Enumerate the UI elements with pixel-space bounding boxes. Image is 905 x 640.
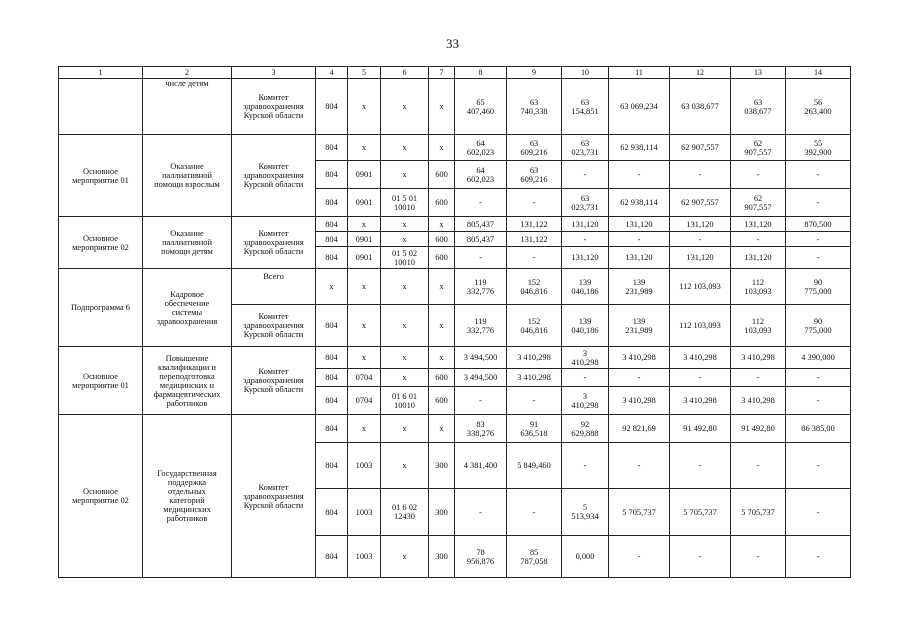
data-cell: х [429, 135, 455, 161]
data-cell: 3 410,298 [670, 387, 731, 415]
data-cell: 804 [316, 369, 348, 387]
data-cell: 3 410,298 [731, 347, 786, 369]
data-cell: х [381, 369, 429, 387]
data-cell: 62 907,557 [731, 189, 786, 217]
data-cell: 3 494,500 [455, 347, 507, 369]
data-cell: 600 [429, 369, 455, 387]
data-cell: 4 390,000 [786, 347, 851, 369]
header-cell: 7 [429, 67, 455, 79]
data-cell: 0901 [348, 247, 381, 269]
data-cell: 3 410,298 [609, 387, 670, 415]
data-cell: 91 492,80 [731, 415, 786, 443]
data-cell: 131,122 [507, 232, 562, 247]
data-cell: - [562, 443, 609, 489]
data-cell: 131,120 [562, 217, 609, 232]
data-cell: 804 [316, 443, 348, 489]
data-cell: - [670, 443, 731, 489]
data-cell: 1003 [348, 443, 381, 489]
header-cell: 8 [455, 67, 507, 79]
data-cell: - [670, 536, 731, 578]
data-cell: 63 038,677 [670, 79, 731, 135]
data-cell: х [429, 305, 455, 347]
table-row [59, 217, 851, 232]
name-cell: Оказание паллиативной помощи детям [143, 217, 232, 269]
table-row [59, 415, 851, 443]
executor-cell: Комитет здравоохранения Курской области [232, 415, 316, 578]
data-cell: 4 381,400 [455, 443, 507, 489]
data-cell: 119 332,776 [455, 305, 507, 347]
data-cell: х [316, 269, 348, 305]
name-cell: Повышение квалификации и переподготовка медицинских и фармацевтических работников [143, 347, 232, 415]
data-cell: - [786, 536, 851, 578]
program-cell: Основное мероприятие 02 [59, 217, 143, 269]
data-cell: - [731, 443, 786, 489]
data-cell: х [348, 269, 381, 305]
data-cell: - [507, 247, 562, 269]
data-cell: - [670, 232, 731, 247]
data-cell: 112 103,093 [670, 269, 731, 305]
data-cell: 92 821,69 [609, 415, 670, 443]
program-cell: Основное мероприятие 02 [59, 415, 143, 578]
data-cell: 86 385,00 [786, 415, 851, 443]
data-cell: - [609, 536, 670, 578]
data-cell: 131,122 [507, 217, 562, 232]
data-cell: 804 [316, 489, 348, 536]
data-cell: х [381, 443, 429, 489]
data-cell: 112 103,093 [731, 305, 786, 347]
data-cell: 0901 [348, 189, 381, 217]
data-cell: - [670, 161, 731, 189]
data-cell: х [381, 79, 429, 135]
data-cell: 85 787,058 [507, 536, 562, 578]
data-cell: 804 [316, 387, 348, 415]
data-cell: - [786, 161, 851, 189]
data-cell: х [381, 135, 429, 161]
header-cell: 13 [731, 67, 786, 79]
header-cell: 4 [316, 67, 348, 79]
data-cell: 64 602,023 [455, 161, 507, 189]
data-cell: 62 938,114 [609, 189, 670, 217]
data-cell: 63 609,216 [507, 161, 562, 189]
data-cell: 5 705,737 [609, 489, 670, 536]
header-cell: 10 [562, 67, 609, 79]
data-cell: х [348, 347, 381, 369]
header-cell: 3 [232, 67, 316, 79]
data-cell: 63 023,731 [562, 135, 609, 161]
data-cell: - [609, 369, 670, 387]
data-cell: х [381, 269, 429, 305]
data-cell: 300 [429, 536, 455, 578]
data-cell: - [507, 387, 562, 415]
data-cell: 600 [429, 387, 455, 415]
data-cell: 3 410,298 [670, 347, 731, 369]
data-cell: 55 392,900 [786, 135, 851, 161]
name-cell: Кадровое обеспечение системы здравоохранения [143, 269, 232, 347]
data-cell: 119 332,776 [455, 269, 507, 305]
data-cell: 3 410,298 [507, 369, 562, 387]
header-cell: 9 [507, 67, 562, 79]
data-cell: 5 513,934 [562, 489, 609, 536]
data-cell: х [381, 305, 429, 347]
header-cell: 11 [609, 67, 670, 79]
data-cell: 804 [316, 305, 348, 347]
data-cell: 600 [429, 247, 455, 269]
data-cell: 90 775,000 [786, 305, 851, 347]
data-cell: 62 907,557 [670, 189, 731, 217]
data-cell: 0,000 [562, 536, 609, 578]
data-cell: 78 956,876 [455, 536, 507, 578]
data-cell: 0901 [348, 232, 381, 247]
data-cell: 63 038,677 [731, 79, 786, 135]
data-cell: 804 [316, 79, 348, 135]
data-cell: - [786, 369, 851, 387]
data-cell: - [731, 369, 786, 387]
header-cell: 5 [348, 67, 381, 79]
data-cell: х [348, 135, 381, 161]
data-cell: 139 040,186 [562, 269, 609, 305]
header-cell: 1 [59, 67, 143, 79]
executor-cell: Комитет здравоохранения Курской области [232, 79, 316, 135]
data-cell: 131,120 [609, 247, 670, 269]
data-cell: 3 410,298 [562, 347, 609, 369]
data-cell: 62 907,557 [670, 135, 731, 161]
data-cell: х [381, 232, 429, 247]
table-row [59, 347, 851, 369]
data-cell: 62 907,557 [731, 135, 786, 161]
table-row [59, 269, 851, 305]
data-cell: - [786, 489, 851, 536]
data-cell: 3 494,500 [455, 369, 507, 387]
data-cell: х [429, 79, 455, 135]
header-cell: 14 [786, 67, 851, 79]
executor-cell: Всего [232, 269, 316, 305]
data-cell: - [786, 387, 851, 415]
data-cell: 600 [429, 161, 455, 189]
data-cell: - [786, 232, 851, 247]
executor-cell: Комитет здравоохранения Курской области [232, 135, 316, 217]
data-cell: х [429, 415, 455, 443]
data-cell: 01 5 02 10010 [381, 247, 429, 269]
data-cell: - [609, 443, 670, 489]
executor-cell: Комитет здравоохранения Курской области [232, 217, 316, 269]
data-cell: 63 609,216 [507, 135, 562, 161]
data-cell: - [562, 161, 609, 189]
data-cell: х [348, 305, 381, 347]
data-cell: 112 103,093 [670, 305, 731, 347]
data-cell: 804 [316, 135, 348, 161]
data-cell: 804 [316, 217, 348, 232]
data-cell: - [786, 189, 851, 217]
data-cell: 3 410,298 [609, 347, 670, 369]
data-cell: - [670, 369, 731, 387]
data-cell: - [455, 189, 507, 217]
data-cell: 63 154,851 [562, 79, 609, 135]
data-cell: 92 629,888 [562, 415, 609, 443]
data-cell: 63 740,338 [507, 79, 562, 135]
name-cell: Оказание паллиативной помощи взрослым [143, 135, 232, 217]
data-cell: 804 [316, 161, 348, 189]
data-cell: х [381, 347, 429, 369]
data-cell: 1003 [348, 489, 381, 536]
data-cell: 131,120 [731, 217, 786, 232]
data-cell: 3 410,298 [731, 387, 786, 415]
data-cell: - [731, 161, 786, 189]
header-row [59, 67, 851, 79]
page-number: 33 [446, 36, 459, 51]
program-cell [59, 79, 143, 135]
data-cell: - [731, 232, 786, 247]
data-cell: х [429, 269, 455, 305]
data-cell: - [786, 443, 851, 489]
data-cell: 805,437 [455, 232, 507, 247]
data-cell: 804 [316, 247, 348, 269]
data-cell: 139 040,186 [562, 305, 609, 347]
data-cell: 56 263,400 [786, 79, 851, 135]
data-cell: х [429, 217, 455, 232]
data-cell: 3 410,298 [562, 387, 609, 415]
data-cell: - [507, 189, 562, 217]
program-cell: Основное мероприятие 01 [59, 347, 143, 415]
data-cell: 152 046,816 [507, 269, 562, 305]
data-cell: 139 231,989 [609, 269, 670, 305]
data-cell: х [348, 217, 381, 232]
data-cell: - [455, 489, 507, 536]
data-cell: х [381, 536, 429, 578]
data-cell: 5 705,737 [670, 489, 731, 536]
data-cell: 600 [429, 232, 455, 247]
data-cell: - [562, 232, 609, 247]
data-cell: 83 338,276 [455, 415, 507, 443]
name-cell: числе детям [143, 79, 232, 135]
data-cell: 152 046,816 [507, 305, 562, 347]
data-cell: 131,120 [731, 247, 786, 269]
data-cell: 805,437 [455, 217, 507, 232]
data-cell: 5 849,460 [507, 443, 562, 489]
data-cell: х [381, 217, 429, 232]
data-cell: 63 069,234 [609, 79, 670, 135]
data-cell: 64 602,023 [455, 135, 507, 161]
data-cell: 131,120 [609, 217, 670, 232]
data-cell: 131,120 [670, 217, 731, 232]
data-cell: 91 636,518 [507, 415, 562, 443]
data-cell: 804 [316, 232, 348, 247]
header-cell: 2 [143, 67, 232, 79]
data-cell: х [348, 415, 381, 443]
data-cell: 804 [316, 536, 348, 578]
data-cell: 131,120 [562, 247, 609, 269]
data-cell: - [609, 161, 670, 189]
data-cell: 65 407,460 [455, 79, 507, 135]
data-cell: х [429, 347, 455, 369]
data-cell: - [455, 387, 507, 415]
header-cell: 6 [381, 67, 429, 79]
executor-cell: Комитет здравоохранения Курской области [232, 305, 316, 347]
data-cell: 01 6 02 12430 [381, 489, 429, 536]
data-cell: 90 775,000 [786, 269, 851, 305]
data-cell: 804 [316, 347, 348, 369]
data-cell: - [507, 489, 562, 536]
data-cell: х [381, 415, 429, 443]
data-cell: 01 6 01 10010 [381, 387, 429, 415]
program-cell: Основное мероприятие 01 [59, 135, 143, 217]
executor-cell: Комитет здравоохранения Курской области [232, 347, 316, 415]
data-cell: 91 492,80 [670, 415, 731, 443]
data-cell: 0704 [348, 387, 381, 415]
data-cell: 63 023,731 [562, 189, 609, 217]
data-cell: - [562, 369, 609, 387]
budget-table [58, 66, 851, 578]
name-cell: Государственная поддержка отдельных категорий медицинских работников [143, 415, 232, 578]
data-cell: - [786, 247, 851, 269]
data-cell: 804 [316, 415, 348, 443]
table-row [59, 135, 851, 161]
data-cell: 112 103,093 [731, 269, 786, 305]
data-cell: 1003 [348, 536, 381, 578]
table-row [59, 79, 851, 135]
header-cell: 12 [670, 67, 731, 79]
data-cell: 600 [429, 189, 455, 217]
data-cell: 300 [429, 443, 455, 489]
data-cell: 0901 [348, 161, 381, 189]
data-cell: - [455, 247, 507, 269]
data-cell: 139 231,989 [609, 305, 670, 347]
data-cell: - [731, 536, 786, 578]
data-cell: - [609, 232, 670, 247]
data-cell: 870,500 [786, 217, 851, 232]
data-cell: х [381, 161, 429, 189]
data-cell: 3 410,298 [507, 347, 562, 369]
data-cell: 300 [429, 489, 455, 536]
data-cell: 01 5 01 10010 [381, 189, 429, 217]
program-cell: Подпрограмма 6 [59, 269, 143, 347]
data-cell: 804 [316, 189, 348, 217]
data-cell: 131,120 [670, 247, 731, 269]
data-cell: 62 938,114 [609, 135, 670, 161]
data-cell: 0704 [348, 369, 381, 387]
data-cell: 5 705,737 [731, 489, 786, 536]
data-cell: х [348, 79, 381, 135]
